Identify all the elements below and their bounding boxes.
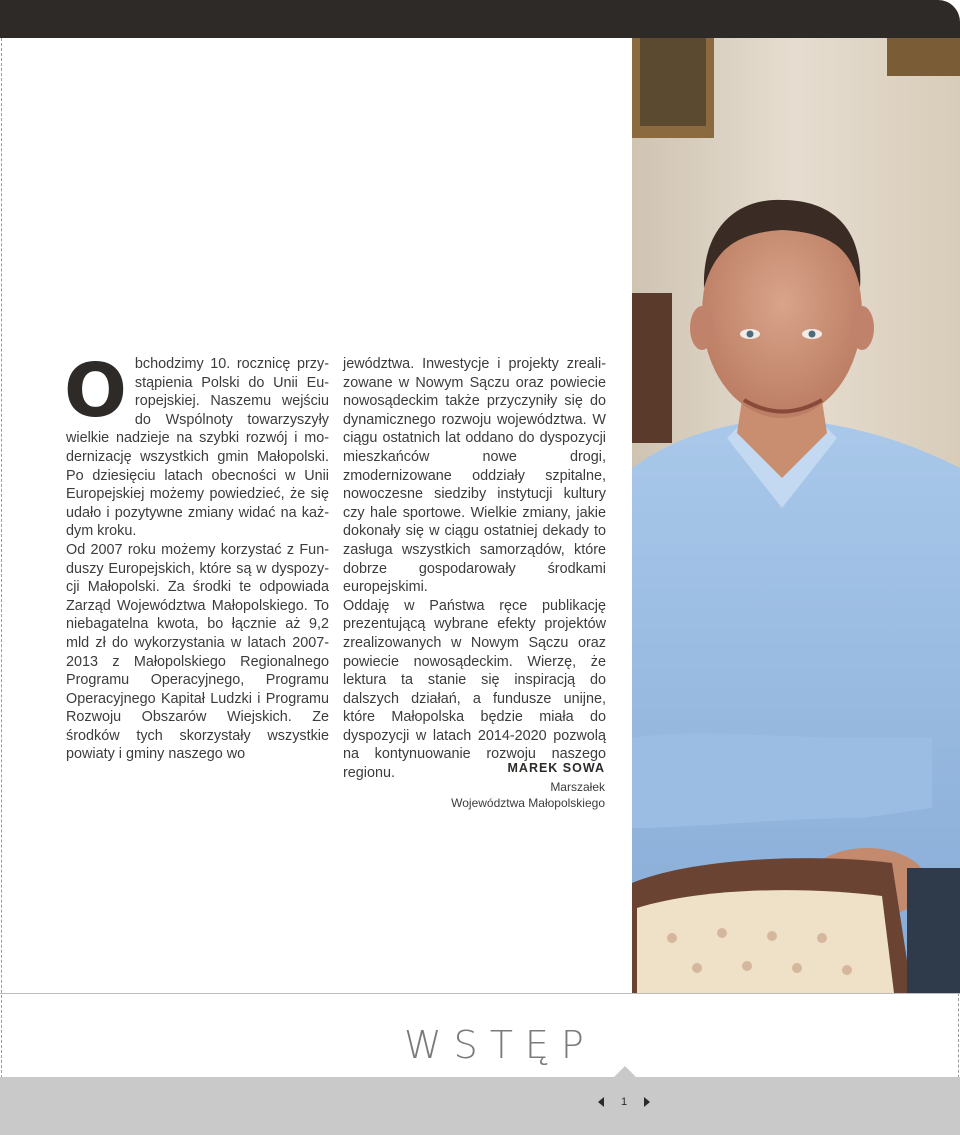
signature-role-line: Marszałek: [550, 780, 605, 794]
right-dashed-border: [958, 993, 959, 1083]
section-title: WSTĘP: [404, 1023, 596, 1067]
paragraph: jewództwa. Inwestycje i projekty zrealizowane w Nowym Sączu oraz powiecie nowosądeckim także przyczyniły się do dynamicznego rozwoju województwa. W ciągu ostatnich lat oddano do dyspozycji mieszkańców nowe drogi, zmodernizowane oddziały szpitalne, nowoczesne siedziby instytucji kultury czy hale sportowe. Wielkie zmiany, jakie dokonały się w ciągu ostatniej dekady to zasługa wszystkich samorządów, które dobrze gospodarowały środkami europejskimi.: [343, 356, 606, 596]
divider: [0, 993, 960, 994]
top-bar: [0, 0, 960, 38]
portrait-photo: [632, 38, 960, 993]
paragraph: Oddaję w Państwa ręce publikację prezentującą wybrane efekty projektów zrealizowanych w Nowym Sączu oraz powiecie nowosądeckim. Wierzę, że lektura ta stanie się inspiracją do dalszych działań, a fundusze unijne, które Małopolska będzie miała do dyspozycji w latach 2014-2020 pozwolą na kontynuowanie rozwoju naszego regionu.: [343, 597, 606, 782]
text-column-right: [343, 355, 606, 783]
paragraph: bchodzimy 10. rocznicę przystąpienia Polski do Unii Europejskiej. Naszemu wejściu do Wspólnoty towarzyszyły wielkie nadzieje na szybki rozwój i modernizację wszystkich gmin Małopolski. Po dziesięciu latach obecności w Unii Europejskiej możemy powiedzieć, że się udało i pozytywne zmiany widać na każdym kroku.: [66, 356, 329, 540]
signature: [420, 760, 605, 811]
footer-bar: [0, 1077, 960, 1135]
signature-role: [420, 779, 605, 811]
triangle-right-icon[interactable]: [644, 1097, 650, 1107]
text-column-left: [64, 348, 329, 764]
pager: [598, 1094, 650, 1110]
signature-role-line: Województwa Małopolskiego: [451, 796, 605, 810]
signature-name: MAREK SOWA: [507, 761, 605, 775]
triangle-left-icon[interactable]: [598, 1097, 604, 1107]
page-number: 1: [620, 1096, 628, 1108]
paragraph: Od 2007 roku możemy korzystać z Funduszy Europejskich, które są w dyspozycji Małopolski. Za środki te odpowiada Zarząd Województwa Małopolskiego. To niebagatelna kwota, bo łącznie aż 9,2 mld zł do wykorzystania w latach 2007-2013 z Małopolskiego Regionalnego Programu Operacyjnego, Programu Operacyjnego Kapitał Ludzki i Programu Rozwoju Obszarów Wiejskich. Ze środków tych skorzystały wszystkie powiaty i gminy naszego wo: [66, 541, 329, 763]
left-dashed-border: [1, 38, 2, 1078]
drop-cap: O: [64, 348, 127, 434]
